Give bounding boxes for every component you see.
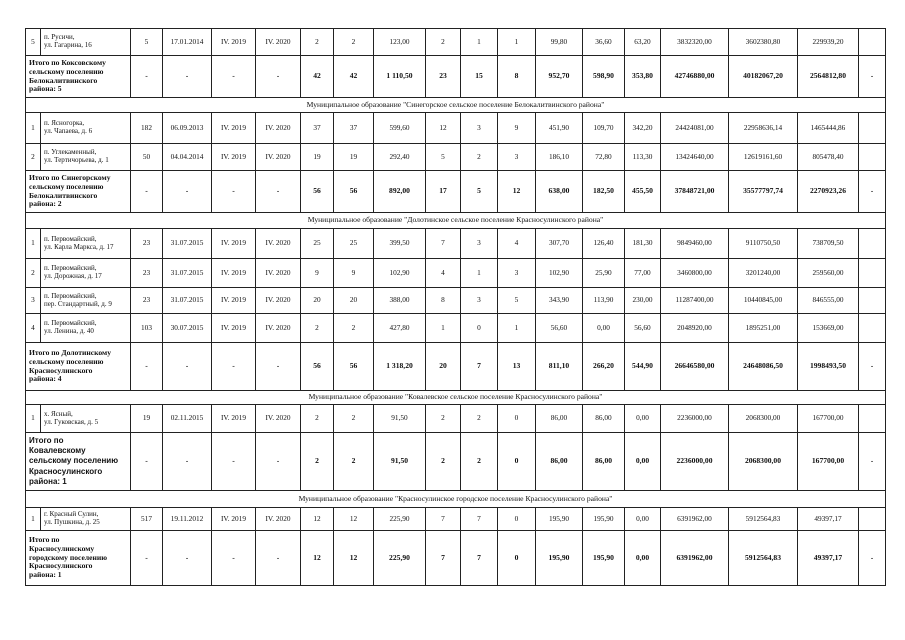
row-number: 4: [26, 314, 41, 343]
subtotal-cell: 0,00: [625, 433, 661, 491]
subtotal-cell: 2564812,80: [798, 56, 859, 98]
table-cell: 37: [334, 113, 374, 144]
subtotal-cell: -: [212, 531, 256, 586]
table-cell: 4: [498, 229, 536, 259]
table-cell: [859, 314, 886, 343]
table-cell: 2: [301, 405, 334, 433]
subtotal-cell: 952,70: [536, 56, 583, 98]
subtotal-cell: 544,90: [625, 343, 661, 391]
section-header: Муниципальное образование "Красносулинское городское поселение Красносулинского района": [26, 491, 886, 508]
subtotal-cell: 17: [426, 171, 461, 213]
subtotal-cell: -: [163, 171, 212, 213]
table-cell: 56,60: [536, 314, 583, 343]
subtotal-cell: 12: [498, 171, 536, 213]
subtotal-cell: -: [256, 433, 301, 491]
table-cell: 343,90: [536, 288, 583, 314]
table-cell: 4: [426, 259, 461, 288]
subtotal-cell: 455,50: [625, 171, 661, 213]
subtotal-cell: 2: [301, 433, 334, 491]
subtotal-cell: 0: [498, 433, 536, 491]
table-cell: 12619161,60: [729, 144, 798, 171]
table-cell: 7: [461, 508, 498, 531]
subtotal-cell: 20: [426, 343, 461, 391]
subtotal-row: [26, 343, 886, 391]
subtotal-label: Итого по Синегорскому сельскому поселению Белокалитвинского района: 2: [26, 171, 131, 213]
subtotal-cell: 2068300,00: [729, 433, 798, 491]
subtotal-cell: 56: [334, 171, 374, 213]
table-cell: 738709,50: [798, 229, 859, 259]
address-cell: п. Первомайский, пер. Стандартный, д. 9: [41, 288, 131, 314]
table-row: [26, 508, 886, 531]
section-header: Муниципальное образование "Долотинское сельское поселение Красносулинского района": [26, 213, 886, 229]
subtotal-cell: 37848721,00: [661, 171, 729, 213]
subtotal-cell: -: [212, 56, 256, 98]
end-quarter-cell: IV. 2020: [256, 259, 301, 288]
date-cell: 30.07.2015: [163, 314, 212, 343]
table-cell: 3201240,00: [729, 259, 798, 288]
subtotal-cell: 8: [498, 56, 536, 98]
subtotal-cell: 5: [461, 171, 498, 213]
subtotal-cell: 86,00: [583, 433, 625, 491]
table-cell: 230,00: [625, 288, 661, 314]
subtotal-cell: 12: [301, 531, 334, 586]
table-cell: 0: [461, 314, 498, 343]
table-row: [26, 314, 886, 343]
table-cell: 0,00: [625, 508, 661, 531]
table-cell: [859, 259, 886, 288]
subtotal-cell: 266,20: [583, 343, 625, 391]
subtotal-cell: 167700,00: [798, 433, 859, 491]
table-cell: 3602380,80: [729, 29, 798, 56]
table-cell: 2: [334, 314, 374, 343]
row-number: 1: [26, 113, 41, 144]
subtotal-label: Итого по Красносулинскому городскому поселению Красносулинского района: 1: [26, 531, 131, 586]
table-cell: 181,30: [625, 229, 661, 259]
table-cell: 10440845,00: [729, 288, 798, 314]
subtotal-cell: 1 318,20: [374, 343, 426, 391]
table-cell: 9110750,50: [729, 229, 798, 259]
subtotal-row: [26, 56, 886, 98]
table-cell: 1: [498, 29, 536, 56]
subtotal-cell: -: [131, 433, 163, 491]
table-cell: 12: [334, 508, 374, 531]
table-cell: 109,70: [583, 113, 625, 144]
table-cell: 1465444,86: [798, 113, 859, 144]
subtotal-cell: 2: [426, 433, 461, 491]
table-cell: 1: [426, 314, 461, 343]
end-quarter-cell: IV. 2020: [256, 113, 301, 144]
subtotal-cell: 2: [334, 433, 374, 491]
subtotal-cell: 15: [461, 56, 498, 98]
section-header-row: [26, 213, 886, 229]
subtotal-cell: -: [131, 343, 163, 391]
table-cell: 3: [498, 144, 536, 171]
end-quarter-cell: IV. 2020: [256, 314, 301, 343]
subtotal-cell: -: [256, 531, 301, 586]
start-quarter-cell: IV. 2019: [212, 144, 256, 171]
subtotal-cell: 91,50: [374, 433, 426, 491]
table-cell: 342,20: [625, 113, 661, 144]
building-number-cell: 5: [131, 29, 163, 56]
address-cell: х. Ясный, ул. Гуковская, д. 5: [41, 405, 131, 433]
subtotal-label: Итого по Ковалевскому сельскому поселению Красносулинского района: 1: [26, 433, 131, 491]
start-quarter-cell: IV. 2019: [212, 288, 256, 314]
address-cell: п. Ясногорка, ул. Чапаева, д. 6: [41, 113, 131, 144]
end-quarter-cell: IV. 2020: [256, 144, 301, 171]
subtotal-cell: 2236000,00: [661, 433, 729, 491]
subtotal-cell: -: [859, 433, 886, 491]
start-quarter-cell: IV. 2019: [212, 29, 256, 56]
table-cell: 805478,40: [798, 144, 859, 171]
table-cell: 7: [426, 229, 461, 259]
subtotal-cell: -: [131, 56, 163, 98]
table-cell: 427,80: [374, 314, 426, 343]
table-cell: 2: [461, 405, 498, 433]
start-quarter-cell: IV. 2019: [212, 113, 256, 144]
subtotal-cell: -: [212, 171, 256, 213]
row-number: 1: [26, 229, 41, 259]
subtotal-cell: 353,80: [625, 56, 661, 98]
table-cell: 72,80: [583, 144, 625, 171]
subtotal-cell: -: [256, 56, 301, 98]
subtotal-cell: 42746880,00: [661, 56, 729, 98]
table-cell: 77,00: [625, 259, 661, 288]
subtotal-cell: 2: [461, 433, 498, 491]
subtotal-cell: -: [163, 56, 212, 98]
subtotal-cell: 86,00: [536, 433, 583, 491]
table-cell: 1: [461, 29, 498, 56]
subtotal-cell: 638,00: [536, 171, 583, 213]
subtotal-cell: 225,90: [374, 531, 426, 586]
subtotal-cell: 1998493,50: [798, 343, 859, 391]
table-cell: 102,90: [374, 259, 426, 288]
start-quarter-cell: IV. 2019: [212, 229, 256, 259]
building-number-cell: 517: [131, 508, 163, 531]
section-header-row: [26, 98, 886, 113]
table-cell: 388,00: [374, 288, 426, 314]
table-row: [26, 144, 886, 171]
subtotal-cell: 5912564,83: [729, 531, 798, 586]
table-row: [26, 259, 886, 288]
table-cell: 2236000,00: [661, 405, 729, 433]
table-cell: [859, 144, 886, 171]
subtotal-cell: 12: [334, 531, 374, 586]
subtotal-cell: 892,00: [374, 171, 426, 213]
table-cell: 846555,00: [798, 288, 859, 314]
start-quarter-cell: IV. 2019: [212, 259, 256, 288]
table-cell: 307,70: [536, 229, 583, 259]
end-quarter-cell: IV. 2020: [256, 288, 301, 314]
table-body: [26, 29, 886, 586]
table-cell: 1: [461, 259, 498, 288]
subtotal-cell: 1 110,50: [374, 56, 426, 98]
table-cell: 6391962,00: [661, 508, 729, 531]
table-cell: 451,90: [536, 113, 583, 144]
table-cell: 9: [498, 113, 536, 144]
section-header: Муниципальное образование "Синегорское сельское поселение Белокалитвинского района": [26, 98, 886, 113]
building-number-cell: 103: [131, 314, 163, 343]
table-cell: 9: [334, 259, 374, 288]
row-number: 1: [26, 405, 41, 433]
table-cell: 5: [498, 288, 536, 314]
table-cell: 36,60: [583, 29, 625, 56]
table-cell: 2: [461, 144, 498, 171]
start-quarter-cell: IV. 2019: [212, 508, 256, 531]
subtotal-cell: 56: [301, 171, 334, 213]
table-cell: 25: [334, 229, 374, 259]
row-number: 2: [26, 144, 41, 171]
address-cell: п. Русичи, ул. Гагарина, 16: [41, 29, 131, 56]
table-cell: 3: [461, 113, 498, 144]
table-cell: 2: [334, 405, 374, 433]
subtotal-row: [26, 171, 886, 213]
subtotal-cell: 23: [426, 56, 461, 98]
subtotal-cell: 0: [498, 531, 536, 586]
date-cell: 02.11.2015: [163, 405, 212, 433]
subtotal-cell: -: [859, 171, 886, 213]
subtotal-cell: -: [212, 433, 256, 491]
table-cell: 20: [301, 288, 334, 314]
section-header-row: [26, 391, 886, 405]
building-number-cell: 23: [131, 229, 163, 259]
row-number: 2: [26, 259, 41, 288]
subtotal-cell: -: [163, 531, 212, 586]
address-cell: п. Первомайский, ул. Ленина, д. 40: [41, 314, 131, 343]
table-cell: 195,90: [536, 508, 583, 531]
table-cell: 5: [426, 144, 461, 171]
subtotal-row: [26, 433, 886, 491]
table-cell: [859, 405, 886, 433]
table-cell: 399,50: [374, 229, 426, 259]
table-cell: 11287400,00: [661, 288, 729, 314]
table-cell: 2: [334, 29, 374, 56]
subtotal-cell: 195,90: [536, 531, 583, 586]
subtotal-cell: -: [212, 343, 256, 391]
subtotal-cell: 56: [334, 343, 374, 391]
table-cell: 3460800,00: [661, 259, 729, 288]
subtotal-row: [26, 531, 886, 586]
subtotal-cell: 195,90: [583, 531, 625, 586]
table-cell: 126,40: [583, 229, 625, 259]
subtotal-cell: 598,90: [583, 56, 625, 98]
table-cell: 7: [426, 508, 461, 531]
address-cell: п. Первомайский, ул. Дорожная, д. 17: [41, 259, 131, 288]
building-number-cell: 50: [131, 144, 163, 171]
housing-table: [25, 28, 886, 586]
subtotal-cell: 6391962,00: [661, 531, 729, 586]
table-cell: 0: [498, 508, 536, 531]
table-cell: 2: [426, 29, 461, 56]
table-cell: 1: [498, 314, 536, 343]
row-number: 3: [26, 288, 41, 314]
subtotal-cell: -: [256, 171, 301, 213]
table-cell: [859, 508, 886, 531]
table-cell: 25,90: [583, 259, 625, 288]
table-cell: 292,40: [374, 144, 426, 171]
table-cell: 599,60: [374, 113, 426, 144]
subtotal-cell: 35577797,74: [729, 171, 798, 213]
date-cell: 04.04.2014: [163, 144, 212, 171]
table-cell: 0: [498, 405, 536, 433]
table-row: [26, 288, 886, 314]
table-cell: [859, 229, 886, 259]
subtotal-cell: 7: [426, 531, 461, 586]
date-cell: 06.09.2013: [163, 113, 212, 144]
table-cell: 186,10: [536, 144, 583, 171]
table-cell: 37: [301, 113, 334, 144]
table-cell: 99,80: [536, 29, 583, 56]
table-cell: 25: [301, 229, 334, 259]
building-number-cell: 23: [131, 288, 163, 314]
table-cell: 2: [426, 405, 461, 433]
table-cell: 13424640,00: [661, 144, 729, 171]
table-cell: 113,90: [583, 288, 625, 314]
row-number: 1: [26, 508, 41, 531]
date-cell: 17.01.2014: [163, 29, 212, 56]
table-cell: 259560,00: [798, 259, 859, 288]
date-cell: 31.07.2015: [163, 288, 212, 314]
table-cell: 86,00: [583, 405, 625, 433]
table-cell: [859, 288, 886, 314]
address-cell: г. Красный Сулин, ул. Пушкина, д. 25: [41, 508, 131, 531]
subtotal-cell: -: [859, 343, 886, 391]
table-cell: 123,00: [374, 29, 426, 56]
subtotal-cell: 40182067,20: [729, 56, 798, 98]
table-cell: 2048920,00: [661, 314, 729, 343]
table-row: [26, 113, 886, 144]
section-header-row: [26, 491, 886, 508]
end-quarter-cell: IV. 2020: [256, 29, 301, 56]
table-cell: 225,90: [374, 508, 426, 531]
building-number-cell: 23: [131, 259, 163, 288]
subtotal-cell: 7: [461, 531, 498, 586]
table-row: [26, 29, 886, 56]
date-cell: 31.07.2015: [163, 229, 212, 259]
table-cell: 12: [426, 113, 461, 144]
subtotal-cell: 56: [301, 343, 334, 391]
table-cell: 2068300,00: [729, 405, 798, 433]
table-cell: 102,90: [536, 259, 583, 288]
table-cell: 49397,17: [798, 508, 859, 531]
subtotal-cell: -: [163, 433, 212, 491]
start-quarter-cell: IV. 2019: [212, 314, 256, 343]
date-cell: 19.11.2012: [163, 508, 212, 531]
table-cell: 63,20: [625, 29, 661, 56]
table-cell: [859, 113, 886, 144]
table-cell: 20: [334, 288, 374, 314]
subtotal-cell: -: [859, 56, 886, 98]
table-cell: 19: [301, 144, 334, 171]
table-cell: 113,30: [625, 144, 661, 171]
table-cell: 3: [498, 259, 536, 288]
subtotal-cell: 2270923,26: [798, 171, 859, 213]
row-number: 5: [26, 29, 41, 56]
table-cell: 19: [334, 144, 374, 171]
table-cell: 0,00: [625, 405, 661, 433]
table-cell: 2: [301, 314, 334, 343]
subtotal-cell: 42: [334, 56, 374, 98]
subtotal-cell: -: [256, 343, 301, 391]
date-cell: 31.07.2015: [163, 259, 212, 288]
subtotal-cell: 7: [461, 343, 498, 391]
table-cell: 86,00: [536, 405, 583, 433]
table-cell: 153669,00: [798, 314, 859, 343]
table-cell: 24424081,00: [661, 113, 729, 144]
table-cell: 22958636,14: [729, 113, 798, 144]
subtotal-cell: 0,00: [625, 531, 661, 586]
subtotal-cell: 26646580,00: [661, 343, 729, 391]
subtotal-cell: -: [131, 531, 163, 586]
subtotal-cell: -: [163, 343, 212, 391]
building-number-cell: 182: [131, 113, 163, 144]
table-cell: 12: [301, 508, 334, 531]
subtotal-cell: 49397,17: [798, 531, 859, 586]
table-row: [26, 229, 886, 259]
address-cell: п. Углекаменный, ул. Тертичорьева, д. 1: [41, 144, 131, 171]
subtotal-cell: 13: [498, 343, 536, 391]
section-header: Муниципальное образование "Ковалевское сельское поселение Красносулинского района": [26, 391, 886, 405]
end-quarter-cell: IV. 2020: [256, 229, 301, 259]
table-cell: 8: [426, 288, 461, 314]
document-page: [25, 28, 885, 586]
table-cell: 167700,00: [798, 405, 859, 433]
subtotal-cell: 182,50: [583, 171, 625, 213]
table-row: [26, 405, 886, 433]
subtotal-cell: 42: [301, 56, 334, 98]
table-cell: 9: [301, 259, 334, 288]
building-number-cell: 19: [131, 405, 163, 433]
subtotal-cell: -: [859, 531, 886, 586]
table-cell: 3: [461, 229, 498, 259]
subtotal-cell: 24648086,50: [729, 343, 798, 391]
subtotal-label: Итого по Долотинскому сельскому поселению Красносулинского района: 4: [26, 343, 131, 391]
table-cell: 1895251,00: [729, 314, 798, 343]
subtotal-cell: 811,10: [536, 343, 583, 391]
subtotal-label: Итого по Коксовскому сельскому поселению Белокалитвинского района: 5: [26, 56, 131, 98]
table-cell: 56,60: [625, 314, 661, 343]
table-cell: 3: [461, 288, 498, 314]
table-cell: [859, 29, 886, 56]
table-cell: 0,00: [583, 314, 625, 343]
table-cell: 9849460,00: [661, 229, 729, 259]
table-cell: 195,90: [583, 508, 625, 531]
table-cell: 5912564,83: [729, 508, 798, 531]
address-cell: п. Первомайский, ул. Карла Маркса, д. 17: [41, 229, 131, 259]
end-quarter-cell: IV. 2020: [256, 405, 301, 433]
end-quarter-cell: IV. 2020: [256, 508, 301, 531]
table-cell: 2: [301, 29, 334, 56]
table-cell: 91,50: [374, 405, 426, 433]
start-quarter-cell: IV. 2019: [212, 405, 256, 433]
subtotal-cell: -: [131, 171, 163, 213]
table-cell: 229939,20: [798, 29, 859, 56]
table-cell: 3832320,00: [661, 29, 729, 56]
